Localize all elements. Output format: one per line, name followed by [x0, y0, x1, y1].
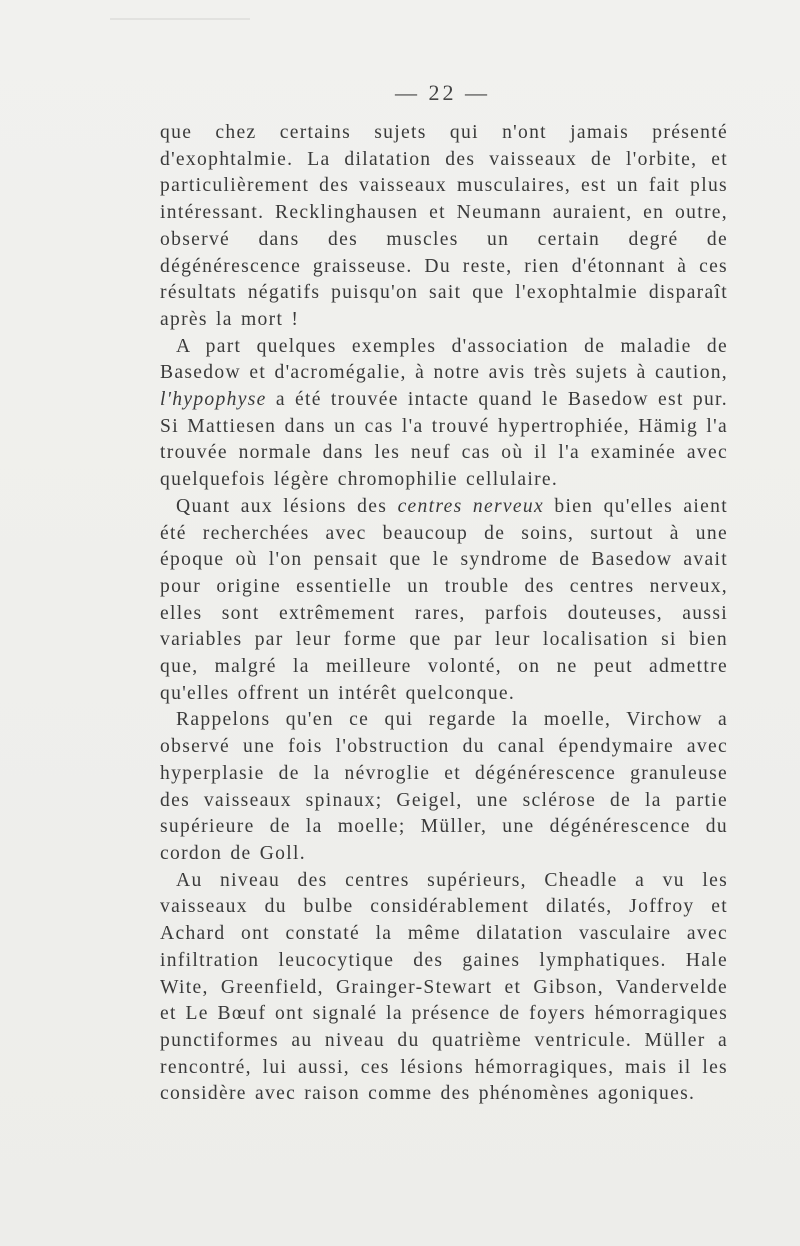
scan-mark [110, 18, 250, 20]
paragraph-4-text: Rappelons qu'en ce qui regarde la moelle, Virchow a observé une fois l'obstruction du canal épendymaire avec hyperplasie de la névroglie et dégénérescence granuleuse des vaisseaux spinaux; Geigel, une sclérose de la partie supérieure de la moelle; Müller, une dégénérescence du cordon de Goll. [160, 709, 728, 864]
paragraph-1-text: que chez certains sujets qui n'ont jamais présenté d'exophtalmie. La dilatation des vaisseaux de l'orbite, et particulièrement des vaisseaux musculaires, est un fait plus intéressant. Recklinghausen et Neumann auraient, en outre, observé dans des muscles un certain degré de dégénérescence graisseuse. Du reste, rien d'étonnant à ces résultats négatifs puisqu'on sait que l'exophtalmie disparaît après la mort ! [160, 122, 728, 330]
paragraph-5 [160, 868, 728, 1108]
paragraph-2-text-end: a été trouvée intacte quand le Basedow est pur. Si Mattiesen dans un cas l'a trouvé hypertrophiée, Hämig l'a trouvée normale dans les neuf cas où il l'a examinée avec quelquefois légère chromophilie cellulaire. [160, 389, 728, 491]
paragraph-2 [160, 334, 728, 494]
italic-term-centres-nerveux: centres nerveux [397, 495, 544, 517]
italic-term-hypophyse: l'hypophyse [160, 389, 267, 411]
body-text [160, 120, 728, 1108]
paragraph-1 [160, 120, 728, 334]
paragraph-3 [160, 494, 728, 708]
paragraph-3-text-end: bien qu'elles aient été recherchées avec beaucoup de soins, surtout à une époque où l'on pensait que le syndrome de Basedow avait pour origine essentielle un trouble des centres nerveux, elles sont extrêmement rares, parfois douteuses, aussi variables par leur forme que par leur localisation si bien que, malgré la meilleure volonté, on ne peut admettre qu'elles offrent un intérêt quelconque. [160, 495, 728, 704]
paragraph-4 [160, 707, 728, 867]
page-number: — 22 — [395, 80, 490, 105]
paragraph-5-text: Au niveau des centres supérieurs, Cheadle a vu les vaisseaux du bulbe considérablement dilatés, Joffroy et Achard ont constaté la même dilatation vasculaire avec infiltration leucocytique des gaines lymphatiques. Hale Wite, Greenfield, Grainger-Stewart et Gibson, Vandervelde et Le Bœuf ont signalé la présence de foyers hémorragiques punctiformes au niveau du quatrième ventricule. Müller a rencontré, lui aussi, ces lésions hémorragiques, mais il les considère avec raison comme des phénomènes agoniques. [160, 869, 728, 1105]
paragraph-2-text-start: A part quelques exemples d'association de maladie de Basedow et d'acromégalie, à notre avis très sujets à caution, [160, 335, 728, 384]
paragraph-3-text-start: Quant aux lésions des [176, 495, 398, 517]
